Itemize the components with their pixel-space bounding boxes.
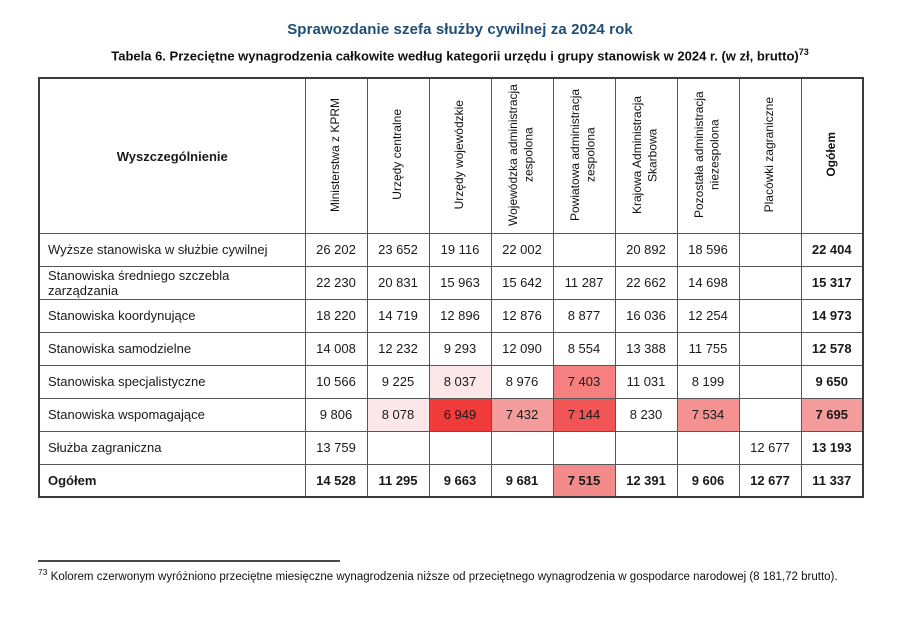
value-cell: 20 892 [615, 233, 677, 266]
column-header-label: Powiatowa administracja zespolona [568, 88, 598, 221]
column-header [367, 78, 429, 233]
caption-footnote-ref: 73 [798, 47, 809, 57]
value-cell: 13 193 [801, 431, 863, 464]
value-cell [739, 233, 801, 266]
table-row [39, 398, 863, 431]
value-cell: 6 949 [429, 398, 491, 431]
value-cell: 10 566 [305, 365, 367, 398]
value-cell: 8 976 [491, 365, 553, 398]
value-cell: 7 515 [553, 464, 615, 497]
value-cell [739, 332, 801, 365]
value-cell: 7 144 [553, 398, 615, 431]
value-cell: 8 877 [553, 299, 615, 332]
value-cell [553, 233, 615, 266]
value-cell: 14 008 [305, 332, 367, 365]
column-header-label: Placówki zagraniczne [762, 96, 777, 213]
column-header-label: Krajowa Administracja Skarbowa [630, 95, 660, 214]
table-row [39, 332, 863, 365]
value-cell: 7 432 [491, 398, 553, 431]
header-row [39, 78, 863, 233]
value-cell: 9 663 [429, 464, 491, 497]
value-cell [615, 431, 677, 464]
value-cell [739, 266, 801, 299]
value-cell [677, 431, 739, 464]
value-cell: 9 650 [801, 365, 863, 398]
row-label: Stanowiska specjalistyczne [39, 365, 305, 398]
value-cell: 22 404 [801, 233, 863, 266]
column-header-label: Urzędy wojewódzkie [452, 99, 467, 210]
value-cell: 14 973 [801, 299, 863, 332]
value-cell: 16 036 [615, 299, 677, 332]
column-header-label: Ministerstwa z KPRM [328, 97, 343, 212]
value-cell: 9 806 [305, 398, 367, 431]
value-cell: 7 534 [677, 398, 739, 431]
value-cell: 8 078 [367, 398, 429, 431]
value-cell: 22 002 [491, 233, 553, 266]
table-row [39, 233, 863, 266]
column-header [553, 78, 615, 233]
value-cell: 22 230 [305, 266, 367, 299]
value-cell: 9 293 [429, 332, 491, 365]
value-cell: 9 606 [677, 464, 739, 497]
value-cell [429, 431, 491, 464]
value-cell [739, 398, 801, 431]
value-cell: 14 719 [367, 299, 429, 332]
table-caption [0, 47, 920, 63]
column-header [491, 78, 553, 233]
value-cell: 18 220 [305, 299, 367, 332]
value-cell: 20 831 [367, 266, 429, 299]
value-cell: 15 963 [429, 266, 491, 299]
value-cell [367, 431, 429, 464]
value-cell: 11 295 [367, 464, 429, 497]
value-cell: 8 037 [429, 365, 491, 398]
value-cell: 14 698 [677, 266, 739, 299]
value-cell: 12 254 [677, 299, 739, 332]
value-cell [491, 431, 553, 464]
value-cell: 11 287 [553, 266, 615, 299]
column-header [429, 78, 491, 233]
column-header [739, 78, 801, 233]
value-cell: 26 202 [305, 233, 367, 266]
value-cell: 9 225 [367, 365, 429, 398]
table-row [39, 431, 863, 464]
column-header-label: Pozostała administracja niezespolona [692, 91, 722, 218]
table-row [39, 464, 863, 497]
value-cell: 13 759 [305, 431, 367, 464]
value-cell: 8 554 [553, 332, 615, 365]
row-label: Stanowiska samodzielne [39, 332, 305, 365]
value-cell: 8 199 [677, 365, 739, 398]
row-label: Stanowiska wspomagające [39, 398, 305, 431]
value-cell: 11 337 [801, 464, 863, 497]
value-cell: 15 317 [801, 266, 863, 299]
column-header-label: Urzędy centralne [390, 109, 405, 200]
column-header-wyszczegolnienie: Wyszczególnienie [39, 78, 305, 233]
value-cell: 12 232 [367, 332, 429, 365]
value-cell: 12 677 [739, 431, 801, 464]
value-cell: 12 876 [491, 299, 553, 332]
value-cell: 7 695 [801, 398, 863, 431]
value-cell: 13 388 [615, 332, 677, 365]
row-label: Ogółem [39, 464, 305, 497]
footnote-divider [38, 560, 340, 562]
page-title: Sprawozdanie szefa służby cywilnej za 2024 rok [287, 21, 633, 38]
value-cell: 12 677 [739, 464, 801, 497]
value-cell: 22 662 [615, 266, 677, 299]
row-label: Stanowiska średniego szczebla zarządzania [39, 266, 305, 299]
value-cell: 8 230 [615, 398, 677, 431]
value-cell [739, 365, 801, 398]
row-label: Służba zagraniczna [39, 431, 305, 464]
value-cell: 19 116 [429, 233, 491, 266]
row-label: Wyższe stanowiska w służbie cywilnej [39, 233, 305, 266]
table-caption-text: Tabela 6. Przeciętne wynagrodzenia całkowite według kategorii urzędu i grupy stanowisk w 2024 r. (w zł, brutto) [111, 48, 799, 64]
column-header-label: Ogółem [823, 132, 838, 177]
footnote-ref: 73 [38, 567, 48, 578]
table-row [39, 299, 863, 332]
value-cell: 11 031 [615, 365, 677, 398]
column-header-label: Wojewódzka administracja zespolona [506, 83, 536, 226]
value-cell: 14 528 [305, 464, 367, 497]
row-label: Stanowiska koordynujące [39, 299, 305, 332]
value-cell: 23 652 [367, 233, 429, 266]
table-row [39, 365, 863, 398]
column-header [677, 78, 739, 233]
column-header [615, 78, 677, 233]
footnote-text: Kolorem czerwonym wyróżniono przeciętne miesięczne wynagrodzenia niższe od przeciętnego wynagrodzenia w gospodarce narodowej (8 181,72 brutto). [50, 571, 838, 584]
value-cell: 7 403 [553, 365, 615, 398]
value-cell: 12 391 [615, 464, 677, 497]
value-cell: 11 755 [677, 332, 739, 365]
value-cell [739, 299, 801, 332]
value-cell: 12 090 [491, 332, 553, 365]
value-cell [553, 431, 615, 464]
salary-table [38, 77, 864, 498]
value-cell: 12 896 [429, 299, 491, 332]
value-cell: 18 596 [677, 233, 739, 266]
value-cell: 9 681 [491, 464, 553, 497]
footnote [38, 567, 920, 583]
value-cell: 15 642 [491, 266, 553, 299]
column-header [305, 78, 367, 233]
column-header [801, 78, 863, 233]
table-row [39, 266, 863, 299]
value-cell: 12 578 [801, 332, 863, 365]
